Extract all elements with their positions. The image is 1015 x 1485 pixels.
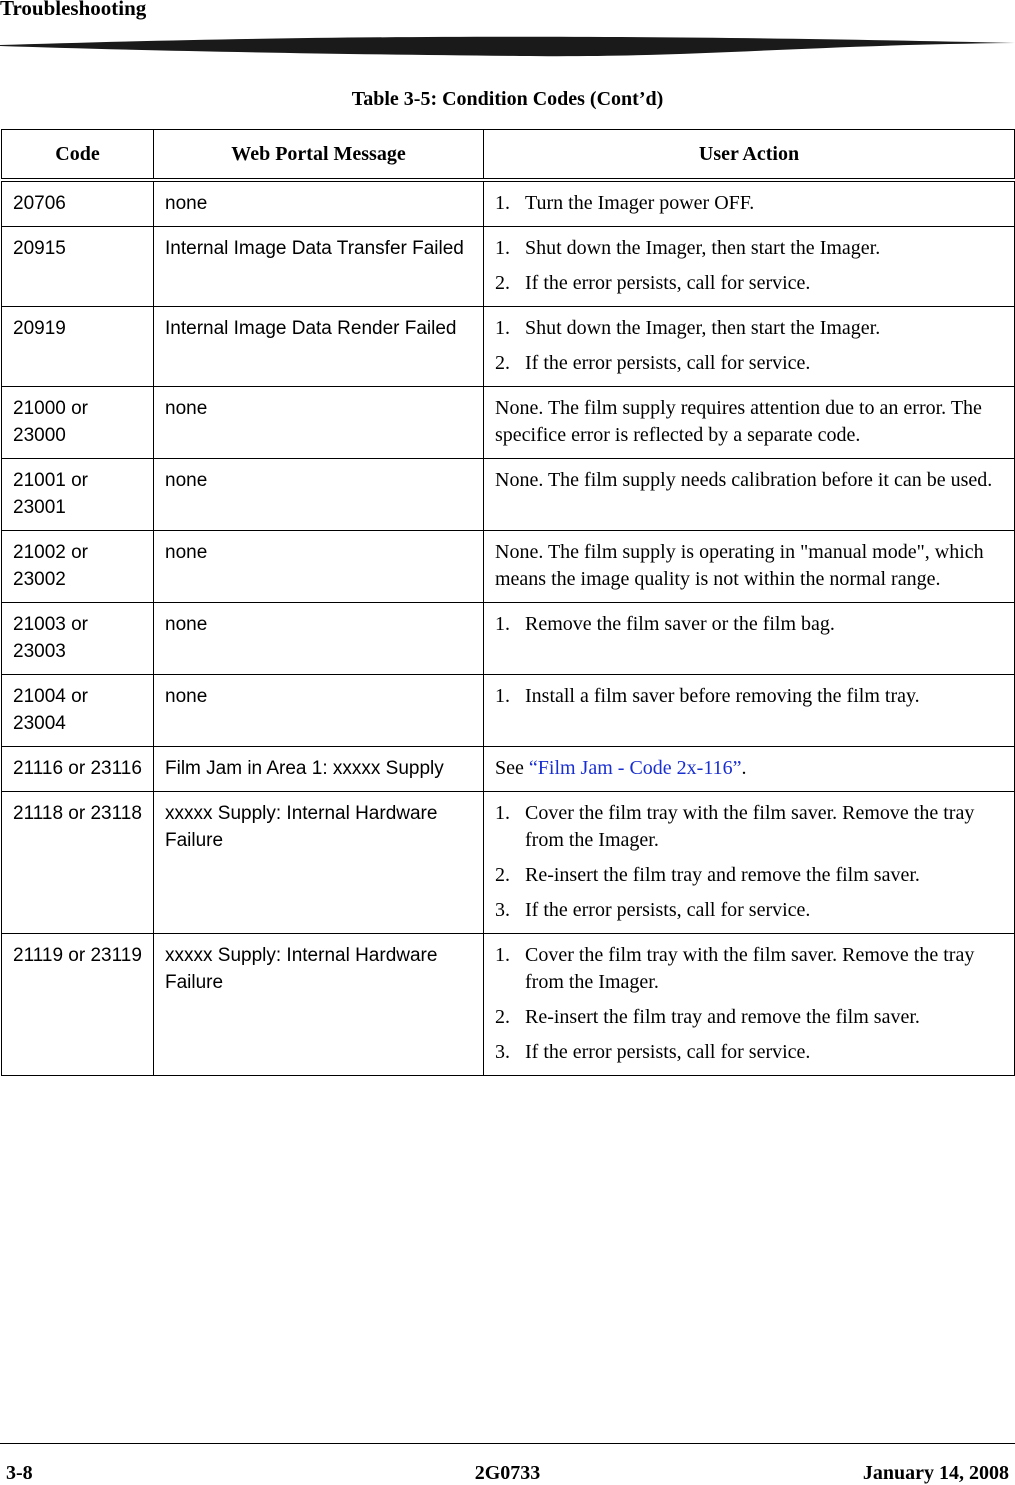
step-number: 1. [495,237,510,259]
action-step [495,800,1004,854]
step-number: 3. [495,899,510,921]
cell-code: 21002 or 23002 [2,531,154,603]
cell-code: 20919 [2,307,154,387]
cell-web-portal-message: none [154,387,484,459]
action-step [495,350,1004,377]
cell-web-portal-message: none [154,531,484,603]
action-step [495,315,1004,342]
step-text: Re-insert the film tray and remove the film saver. [525,864,920,886]
table-row [2,459,1015,531]
cell-user-action [484,934,1015,1076]
step-number: 3. [495,1041,510,1063]
step-number: 1. [495,613,510,635]
step-text: If the error persists, call for service. [525,899,811,921]
cell-code: 21118 or 23118 [2,792,154,934]
step-text: Cover the film tray with the film saver. Remove the tray from the Imager. [525,944,975,993]
step-number: 1. [495,944,510,966]
cell-code: 20915 [2,227,154,307]
action-steps-list [495,683,1004,710]
cell-user-action [484,675,1015,747]
step-number: 2. [495,352,510,374]
action-steps-list [495,235,1004,297]
table-row [2,531,1015,603]
cell-code: 21001 or 23001 [2,459,154,531]
cell-user-action: None. The film supply is operating in "manual mode", which means the image quality is not within the normal range. [484,531,1015,603]
step-text: Cover the film tray with the film saver. Remove the tray from the Imager. [525,802,975,851]
table-row [2,180,1015,227]
table-header-row [2,130,1015,181]
table-row [2,792,1015,934]
step-number: 2. [495,1006,510,1028]
header-swoosh-divider [0,34,1015,58]
table-row [2,934,1015,1076]
step-number: 1. [495,317,510,339]
table-row [2,675,1015,747]
cell-user-action [484,792,1015,934]
column-header-message: Web Portal Message [154,130,484,181]
step-text: If the error persists, call for service. [525,272,811,294]
cell-user-action [484,227,1015,307]
footer-divider [0,1443,1015,1444]
cell-web-portal-message: none [154,675,484,747]
step-text: Install a film saver before removing the film tray. [525,685,920,707]
step-number: 1. [495,802,510,824]
section-title: Troubleshooting [0,0,147,20]
step-text: Re-insert the film tray and remove the film saver. [525,1006,920,1028]
step-text: Shut down the Imager, then start the Imager. [525,237,881,259]
condition-codes-table [1,129,1015,1076]
step-number: 2. [495,864,510,886]
cell-user-action: None. The film supply needs calibration before it can be used. [484,459,1015,531]
action-step [495,270,1004,297]
page-number: 3-8 [6,1462,33,1484]
action-step [495,1039,1004,1066]
table-row [2,227,1015,307]
cell-user-action [484,603,1015,675]
action-prefix: See [495,757,529,779]
cell-code: 21119 or 23119 [2,934,154,1076]
action-steps-list [495,190,1004,217]
document-date: January 14, 2008 [862,1462,1009,1484]
cell-web-portal-message: Film Jam in Area 1: xxxxx Supply [154,747,484,792]
cell-web-portal-message: none [154,180,484,227]
cell-user-action: None. The film supply requires attention due to an error. The specifice error is reflected by a separate code. [484,387,1015,459]
cell-code: 21116 or 23116 [2,747,154,792]
step-number: 1. [495,192,510,214]
cell-user-action [484,307,1015,387]
step-text: Remove the film saver or the film bag. [525,613,835,635]
action-step [495,235,1004,262]
cell-code: 21004 or 23004 [2,675,154,747]
cell-web-portal-message: Internal Image Data Transfer Failed [154,227,484,307]
cell-web-portal-message: none [154,603,484,675]
cell-user-action [484,180,1015,227]
action-steps-list [495,611,1004,638]
action-step [495,942,1004,996]
document-number: 2G0733 [474,1462,541,1484]
step-number: 1. [495,685,510,707]
action-step [495,683,1004,710]
cell-web-portal-message: none [154,459,484,531]
column-header-action: User Action [484,130,1015,181]
action-step [495,897,1004,924]
step-text: Shut down the Imager, then start the Imager. [525,317,881,339]
cell-code: 20706 [2,180,154,227]
table-row [2,387,1015,459]
action-step [495,862,1004,889]
cross-reference-link[interactable]: “Film Jam - Code 2x-116” [528,757,742,779]
action-steps-list [495,942,1004,1066]
action-suffix: . [741,757,747,779]
action-step [495,190,1004,217]
step-text: If the error persists, call for service. [525,1041,811,1063]
step-text: Turn the Imager power OFF. [525,192,755,214]
cell-web-portal-message: xxxxx Supply: Internal Hardware Failure [154,792,484,934]
action-steps-list [495,315,1004,377]
table-row [2,307,1015,387]
step-number: 2. [495,272,510,294]
action-step [495,611,1004,638]
cell-web-portal-message: xxxxx Supply: Internal Hardware Failure [154,934,484,1076]
column-header-code: Code [2,130,154,181]
cell-user-action [484,747,1015,792]
action-step [495,1004,1004,1031]
cell-code: 21000 or 23000 [2,387,154,459]
step-text: If the error persists, call for service. [525,352,811,374]
table-caption: Table 3-5: Condition Codes (Cont’d) [351,88,664,110]
cell-web-portal-message: Internal Image Data Render Failed [154,307,484,387]
table-row [2,747,1015,792]
action-steps-list [495,800,1004,924]
cell-code: 21003 or 23003 [2,603,154,675]
table-row [2,603,1015,675]
